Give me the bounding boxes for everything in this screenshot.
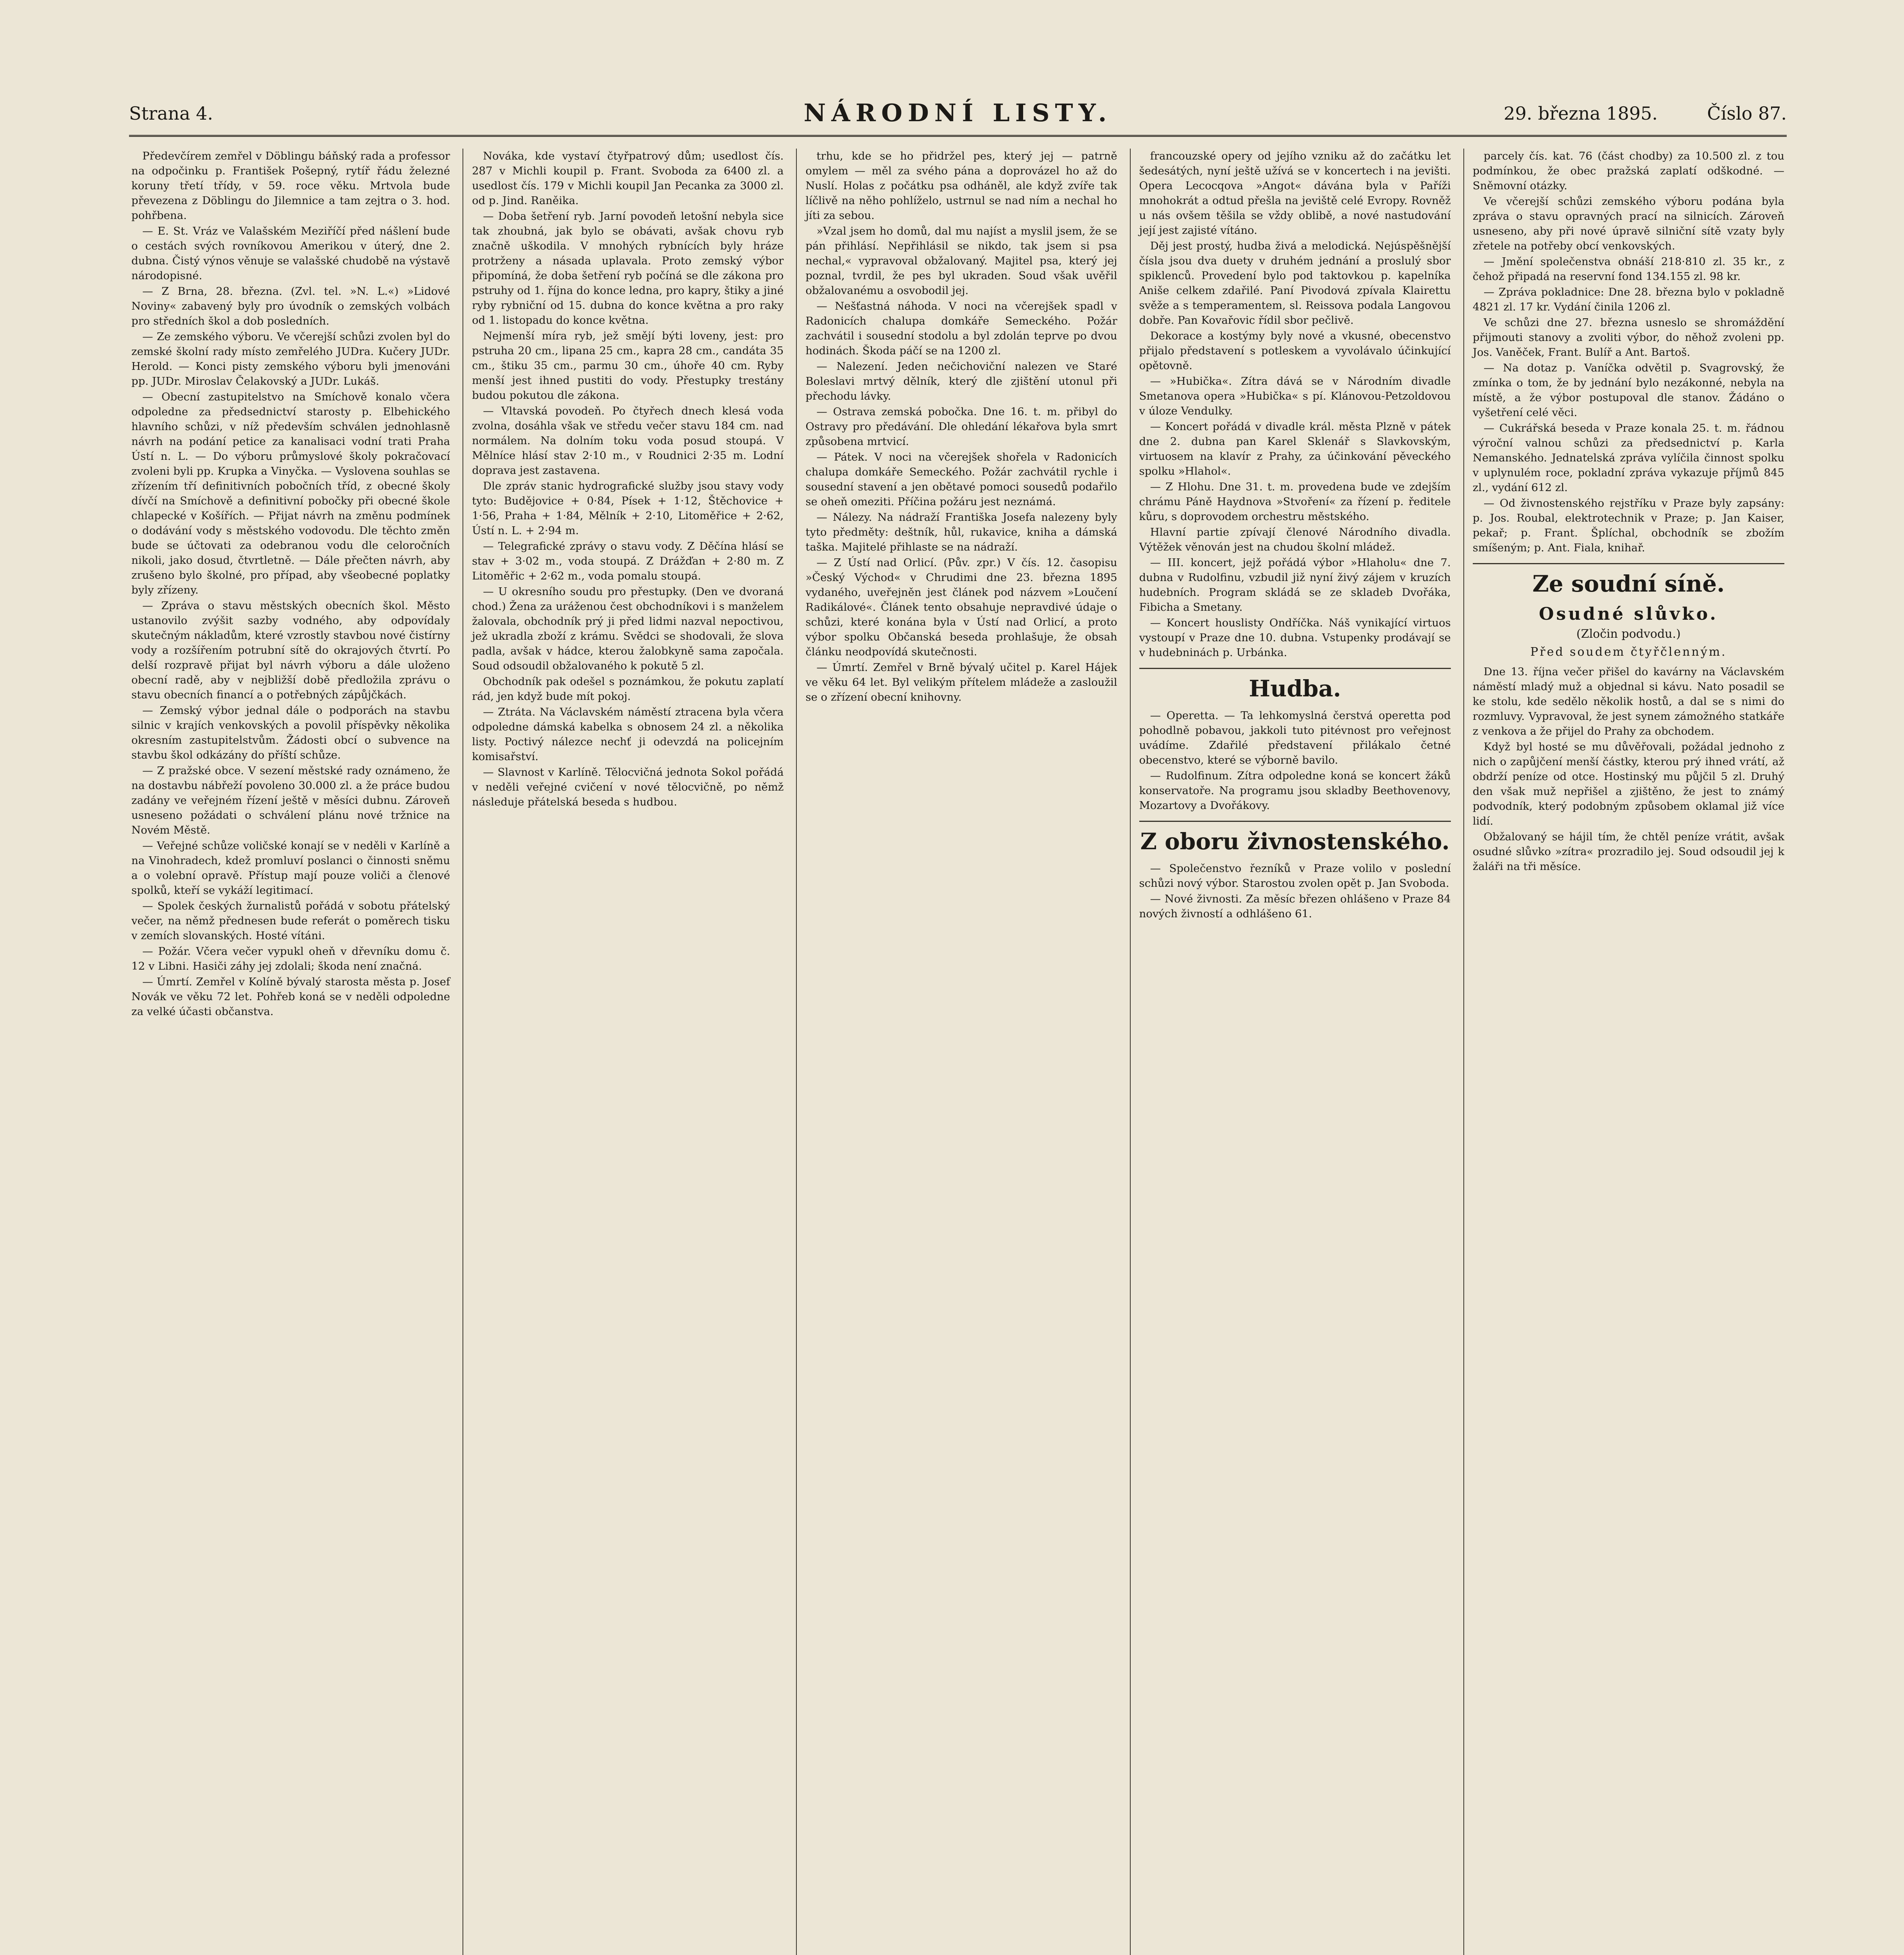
article-subhead-court: Před soudem čtyřčlenným.: [1530, 645, 1727, 659]
article-paragraph: — Koncert houslisty Ondříčka. Náš vynikající virtuos vystoupí v Praze dne 10. dubna. Vstupenky prodávají se v hudebninách p. Urbánka.: [1139, 617, 1451, 659]
article-paragraph: Dekorace a kostýmy byly nové a vkusné, obecenstvo přijalo představení s potleskem a vyvolávalo účinkující opětovně.: [1139, 330, 1451, 372]
column-1: [129, 149, 452, 1955]
article-paragraph: — Zemský výbor jednal dále o podporách na stavbu silnic v krajích venkovských a povolil příspěvky několika okresním zastupitelstvům. Žádosti obcí o subvence na stavbu škol odkázány do příští schůze.: [131, 704, 450, 761]
article-paragraph: — Cukrářská beseda v Praze konala 25. t. m. řádnou výroční valnou schůzi za předsednictví p. Karla Nemanského. Jednatelská zpráva vylíčila činnost spolku v uplynulém roce, pokladní zpráva vykazuje příjmů 845 zl., vydání 612 zl.: [1472, 422, 1784, 494]
article-paragraph: — Vltavská povodeň. Po čtyřech dnech klesá voda zvolna, dosáhla však ve středu večer stavu 184 cm. nad normálem. Na dolním toku voda posud stoupá. V Mělníce hlásí stav 2·10 m., v Roudnici 2·35 m. Lodní doprava jest zastavena.: [472, 405, 784, 477]
article-paragraph: — Z Ústí nad Orlicí. (Pův. zpr.) V čís. 12. časopisu »Český Východ« v Chrudimi dne 23. března 1895 vydaného, uveřejněn jest článek pod názvem »Loučení Radikálové«. Článek tento obsahuje nepravdivé údaje o schůzi, které konána byla v Ústí nad Orlicí, a proto výbor spolku Občanská beseda prohlašuje, že obsah článku neodpovídá skutečnosti.: [805, 556, 1117, 658]
article-paragraph: — Zpráva pokladnice: Dne 28. března bylo v pokladně 4821 zl. 17 kr. Vydání činila 1206 zl.: [1472, 286, 1784, 313]
article-paragraph: Dle zpráv stanic hydrografické služby jsou stavy vody tyto: Budějovice + 0·84, Písek + 1·12, Štěchovice + 1·56, Praha + 1·84, Mělník + 2·10, Litoměřice + 2·62, Ústí n. L. + 2·94 m.: [472, 480, 784, 537]
article-paragraph: Obchodník pak odešel s poznámkou, že pokutu zaplatí rád, jen když bude mít pokoj.: [472, 675, 784, 703]
article-paragraph: — Nálezy. Na nádraží Františka Josefa nalezeny byly tyto předměty: deštník, hůl, rukavice, kniha a dámská taška. Majitelé přihlaste se na nádraží.: [805, 511, 1117, 553]
article-paragraph: Nováka, kde vystaví čtyřpatrový dům; usedlost čís. 287 v Michli koupil p. Frant. Svoboda za 6400 zl. a usedlost čís. 179 v Michli koupil Jan Pecanka za 3000 zl. od p. Jind. Raněika.: [472, 150, 784, 207]
article-paragraph: — Koncert pořádá v divadle král. města Plzně v pátek dne 2. dubna pan Karel Sklenář s Slavkovským, virtuosem na klavír z Prahy, za účinkování pěveckého spolku »Hlahol«.: [1139, 420, 1451, 477]
article-paragraph: — Úmrtí. Zemřel v Kolíně bývalý starosta města p. Josef Novák ve věku 72 let. Pohřeb koná se v neděli odpoledne za velké účasti občanstva.: [131, 976, 450, 1018]
article-paragraph: Ve včerejší schůzi zemského výboru podána byla zpráva o stavu opravných prací na silnicích. Zároveň usneseno, aby při nové úpravě silniční sítě vzaty byly zřetele na potřeby obcí venkovských.: [1472, 195, 1784, 252]
masthead-title: NÁRODNÍ LISTY.: [803, 99, 1112, 127]
article-paragraph: — Od živnostenského rejstříku v Praze byly zapsány: p. Jos. Roubal, elektrotechnik v Praze; p. Jan Kaiser, pekař; p. Frant. Šplíchal, obchodník se zbožím smíšeným; p. Ant. Fiala, knihař.: [1472, 497, 1784, 554]
article-paragraph: Ve schůzi dne 27. března usneslo se shromáždění přijmouti stanovy a zvoliti výbor, do něhož zvoleni pp. Jos. Vaněček, Frant. Bulíř a Ant. Bartoš.: [1472, 316, 1784, 359]
article-paragraph: — Rudolfinum. Zítra odpoledne koná se koncert žáků konservatoře. Na programu jsou skladby Beethovenovy, Mozartovy a Dvořákovy.: [1139, 769, 1451, 812]
article-paragraph: — Doba šetření ryb. Jarní povodeň letošní nebyla sice tak zhoubná, jak bylo se obávati, avšak chovu ryb značně uškodila. V mnohých rybnících byly hráze protrženy a násada uplavala. Proto zemský výbor připomíná, že doba šetření ryb počíná se dle zákona pro pstruhy od 1. října do konce ledna, pro kapry, štiky a jiné ryby rybniční od 15. dubna do konce května a pro raky od 1. listopadu do konce května.: [472, 210, 784, 326]
article-paragraph: Když byl hosté se mu důvěřovali, požádal jednoho z nich o zapůjčení menší částky, kterou prý ihned vrátí, až obdrží peníze od otce. Hostinský mu půjčil 5 zl. Druhý den však muž nepřišel a zjištěno, že jest to známý podvodník, který podobným způsobem oklamal již více lidí.: [1472, 741, 1784, 827]
article-paragraph: — Spolek českých žurnalistů pořádá v sobotu přátelský večer, na němž přednesen bude referát o poměrech tisku v zemích slovanských. Hosté vítáni.: [131, 900, 450, 942]
article-paragraph: — Ze zemského výboru. Ve včerejší schůzi zvolen byl do zemské školní rady místo zemřelého JUDra. Kučery JUDr. Herold. — Konci pisty zemského výboru byli jmenováni pp. JUDr. Miroslav Čelakovský a JUDr. Lukáš.: [131, 330, 450, 387]
article-subhead: (Zločin podvodu.): [1576, 627, 1681, 641]
article-paragraph: francouzské opery od jejího vzniku až do začátku let šedesátých, nyní ještě užívá se v koncertech i na jevišti. Opera Lecocqova »Angot« dávána byla v Paříži mnohokrát a odtud přešla na jeviště celé Evropy. Rovněž u nás ovšem těšila se vždy oblibě, a nové nastudování její jest zajisté vítáno.: [1139, 150, 1451, 237]
article-paragraph: Děj jest prostý, hudba živá a melodická. Nejúspěšnější čísla jsou dva duety v druhém jednání a proslulý sbor spiklenců. Provedení bylo pod taktovkou p. kapelníka Aniše celkem zdařilé. Paní Pivodová zpívala Klairettu svěže a s temperamentem, sl. Reissova podala Langovou dobře. Pan Kovařovic řídil sbor pečlivě.: [1139, 240, 1451, 326]
issue-date: 29. března 1895.: [1503, 103, 1658, 124]
article-paragraph: Obžalovaný se hájil tím, že chtěl peníze vrátit, avšak osudné slůvko »zítra« prozradilo jej. Soud odsoudil jej k žaláři na tři měsíce.: [1472, 830, 1784, 873]
page-number: Strana 4.: [129, 103, 213, 124]
article-paragraph: — Ztráta. Na Václavském náměstí ztracena byla včera odpoledne dámská kabelka s obnosem 24 zl. a několika listy. Poctivý nálezce nechť ji odevzdá na policejním komisařství.: [472, 706, 784, 763]
article-paragraph: Předevčírem zemřel v Döblingu báňský rada a professor na odpočinku p. František Pošepný, rytíř řádu železné koruny třetí třídy, v 59. roce věku. Mrtvola bude převezena z Döblingu do Jilemnice a tam zejtra o 3. hod. pohřbena.: [131, 150, 450, 222]
issue-number: Číslo 87.: [1707, 103, 1787, 124]
article-paragraph: — Z pražské obce. V sezení městské rady oznámeno, že na dostavbu nábřeží povoleno 30.000 zl. a že práce budou zadány ve veřejném řízení ještě v měsíci dubnu. Zároveň usneseno požádati o schválení plánu nové tržnice na Novém Městě.: [131, 764, 450, 836]
article-paragraph: — III. koncert, jejž pořádá výbor »Hlaholu« dne 7. dubna v Rudolfinu, vzbudil již nyní živý zájem v kruzích hudebních. Program skládá se ze skladeb Dvořáka, Fibicha a Smetany.: [1139, 556, 1451, 613]
column-2: [463, 149, 786, 1955]
article-paragraph: — Na dotaz p. Vaníčka odvětil p. Svagrovský, že zmínka o tom, že by jednání bylo nezákonné, nebyla na místě, a že výbor postupoval dle stanov. Žádáno o vyšetření celé věci.: [1472, 362, 1784, 419]
header-rule: [129, 135, 1787, 137]
article-paragraph: — Z Brna, 28. března. (Zvl. tel. »N. L.«) »Lidové Noviny« zabavený byly pro úvodník o zemských volbách pro středních škol a dob posledních.: [131, 285, 450, 327]
article-paragraph: Hlavní partie zpívají členové Národního divadla. Výtěžek věnován jest na chudou školní mládež.: [1139, 526, 1451, 553]
section-title-trade: Z oboru živnostenského.: [1139, 821, 1451, 856]
article-paragraph: — Ostrava zemská pobočka. Dne 16. t. m. přibyl do Ostravy pro předávání. Dle ohledání lékařova byla smrt způsobena mrtvicí.: [805, 405, 1117, 448]
article-paragraph: — Společenstvo řezníků v Praze volilo v poslední schůzi nový výbor. Starostou zvolen opět p. Jan Svoboda.: [1139, 862, 1451, 890]
section-title-court: Ze soudní síně.: [1473, 563, 1784, 598]
column-5: [1463, 149, 1787, 1955]
article-paragraph: — Obecní zastupitelstvo na Smíchově konalo včera odpoledne za předsednictví starosty p. Elbehického hlavního schůzi, v níž především schválen jednohlasně návrh na podání petice za kanalisaci vodní trati Praha Ústí n. L. — Do výboru průmyslové školy pokračovací zvoleni byli pp. Krupka a Vinyčka. — Vyslovena souhlas se zřízením tří definitivních pobočních tříd, z obecné školy dívčí na Smíchově a definitivní pobočky při obecné škole chlapecké v Košířích. — Přijat návrh na změnu podmínek o dodávání vody s městského vodovodu. Dle těchto změn bude se účtovati za odebranou vodu dle celoročních nikoli, jako dosud, čtvrtletně. — Dále přečten návrh, aby zrušeno bylo školné, pro případ, aby všeobecné poplatky byly zřízeny.: [131, 391, 450, 596]
column-4: [1130, 149, 1453, 1955]
article-paragraph: — Jmění společenstva obnáší 218·810 zl. 35 kr., z čehož připadá na reservní fond 134.155 zl. 98 kr.: [1472, 255, 1784, 283]
text-columns: [129, 149, 1787, 1955]
article-paragraph: — Pátek. V noci na včerejšek shořela v Radonicích chalupa domkáře Semeckého. Požár zachvátil rychle i sousední stavení a jen obětavé pomoci sousedů podařilo se oheň omeziti. Příčina požáru jest neznámá.: [805, 451, 1117, 508]
article-paragraph: »Vzal jsem ho domů, dal mu najíst a myslil jsem, že se pán přihlásí. Nepřihlásil se nikdo, tak jsem si psa nechal,« vypravoval obžalovaný. Majitel psa, který jej poznal, tvrdil, že pes byl ukraden. Soud však uvěřil obžalovanému a osvobodil jej.: [805, 225, 1117, 297]
article-paragraph: — Z Hlohu. Dne 31. t. m. provedena bude ve zdejším chrámu Páně Haydnova »Stvoření« za řízení p. ředitele kůru, s doprovodem orchestru městského.: [1139, 481, 1451, 523]
article-paragraph: — Veřejné schůze voličské konají se v neděli v Karlíně a na Vinohradech, kdež promluví poslanci o činnosti sněmu a o volební opravě. Přístup mají pouze voliči a členové spolků, kteří se vykáží legitimací.: [131, 839, 450, 897]
article-paragraph: — Telegrafické zprávy o stavu vody. Z Děčína hlásí se stav + 3·02 m., voda stoupá. Z Drážďan + 2·80 m. Z Litoměřic + 2·62 m., voda pomalu stoupá.: [472, 540, 784, 582]
article-paragraph: — Požár. Včera večer vypukl oheň v dřevníku domu č. 12 v Libni. Hasiči záhy jej zdolali; škoda není značná.: [131, 945, 450, 972]
article-paragraph: — Nové živnosti. Za měsíc březen ohlášeno v Praze 84 nových živností a odhlášeno 61.: [1139, 893, 1451, 920]
article-paragraph: trhu, kde se ho přidržel pes, který jej — patrně omylem — měl za svého pána a doprovázel ho až do Nuslí. Holas z počátku psa odháněl, ale když zvíře tak líčlivě na něho pohlíželo, ustrnul se nad ním a nechal ho jíti za sebou.: [805, 150, 1117, 222]
page-header: [129, 88, 1787, 131]
article-paragraph: — Úmrtí. Zemřel v Brně bývalý učitel p. Karel Hájek ve věku 64 let. Byl velikým přítelem mládeže a zasloužil se o zřízení obecní knihovny.: [805, 661, 1117, 703]
article-paragraph: — Zpráva o stavu městských obecních škol. Město ustanovilo zvýšit sazby vodného, aby odpovídaly skutečným nákladům, které vzrostly stavbou nové čistírny vody a rozšířením potrubní sítě do okrajových čtvrtí. Po delší rozpravě přijat byl návrh výboru a dále uloženo obecní radě, aby v nejbližší době předložila zprávu o stavu obecních financí a o potřebných zápůjčkách.: [131, 599, 450, 701]
article-paragraph: Dne 13. října večer přišel do kavárny na Václavském náměstí mladý muž a objednal si kávu. Nato posadil se ke stolu, kde sedělo několik hostů, a dal se s nimi do rozmluvy. Vypravoval, že jest synem zámožného statkáře z venkova a že přijel do Prahy za obchodem.: [1472, 665, 1784, 737]
article-paragraph: parcely čís. kat. 76 (část chodby) za 10.500 zl. z tou podmínkou, že obec pražská zaplatí odškodné. — Sněmovní otázky.: [1472, 150, 1784, 192]
article-paragraph: — »Hubička«. Zítra dává se v Národním divadle Smetanova opera »Hubička« s pí. Klánovou-Petzoldovou v úloze Vendulky.: [1139, 375, 1451, 417]
article-paragraph: — E. St. Vráz ve Valašském Meziříčí před nášlení bude o cestách svých rovníkovou Amerikou v úterý, dne 2. dubna. Čistý výnos věnuje se valašské chudobě na výstavě národopisné.: [131, 225, 450, 282]
article-headline: Osudné slůvko.: [1539, 604, 1718, 624]
article-paragraph: Nejmenší míra ryb, jež smějí býti loveny, jest: pro pstruha 20 cm., lipana 25 cm., kapra 28 cm., candáta 35 cm., štiku 35 cm., parmu 30 cm., úhoře 40 cm. Ryby menší jest ihned pustiti do vody. Přestupky trestány budou pokutou dle zákona.: [472, 330, 784, 402]
column-3: [796, 149, 1119, 1955]
article-paragraph: — Nešťastná náhoda. V noci na včerejšek spadl v Radonicích chalupa domkáře Semeckého. Požár zachvátil i sousední stodolu a byl zdolán teprve po dvou hodinách. Škoda páčí se na 1200 zl.: [805, 300, 1117, 357]
article-paragraph: — Slavnost v Karlíně. Tělocvičná jednota Sokol pořádá v neděli veřejné cvičení v nové tělocvičně, po němž následuje přátelská beseda s hudbou.: [472, 766, 784, 808]
article-paragraph: — Operetta. — Ta lehkomyslná čerstvá operetta pod pohodlně pobavou, jakkoli tuto pitévnost pro veřejnost uvádíme. Zdařilé představení přilákalo četné obecenstvo, které se výborně bavilo.: [1139, 709, 1451, 766]
article-paragraph: — U okresního soudu pro přestupky. (Den ve dvoraná chod.) Žena za uráženou čest obchodníkovi i s manželem žalovala, obchodník prý ji před lidmi nazval nepoctivou, jež ukradla zboží z krámu. Svědci se shodovali, že slova padla, avšak v hádce, kterou žalobkyně sama započala. Soud odsoudil obžalovaného k pokutě 5 zl.: [472, 585, 784, 672]
section-title-music: Hudba.: [1139, 668, 1451, 703]
article-paragraph: — Nalezení. Jeden nečichoviční nalezen ve Staré Boleslavi mrtvý dělník, který dle zjištění utonul při přechodu lávky.: [805, 360, 1117, 402]
